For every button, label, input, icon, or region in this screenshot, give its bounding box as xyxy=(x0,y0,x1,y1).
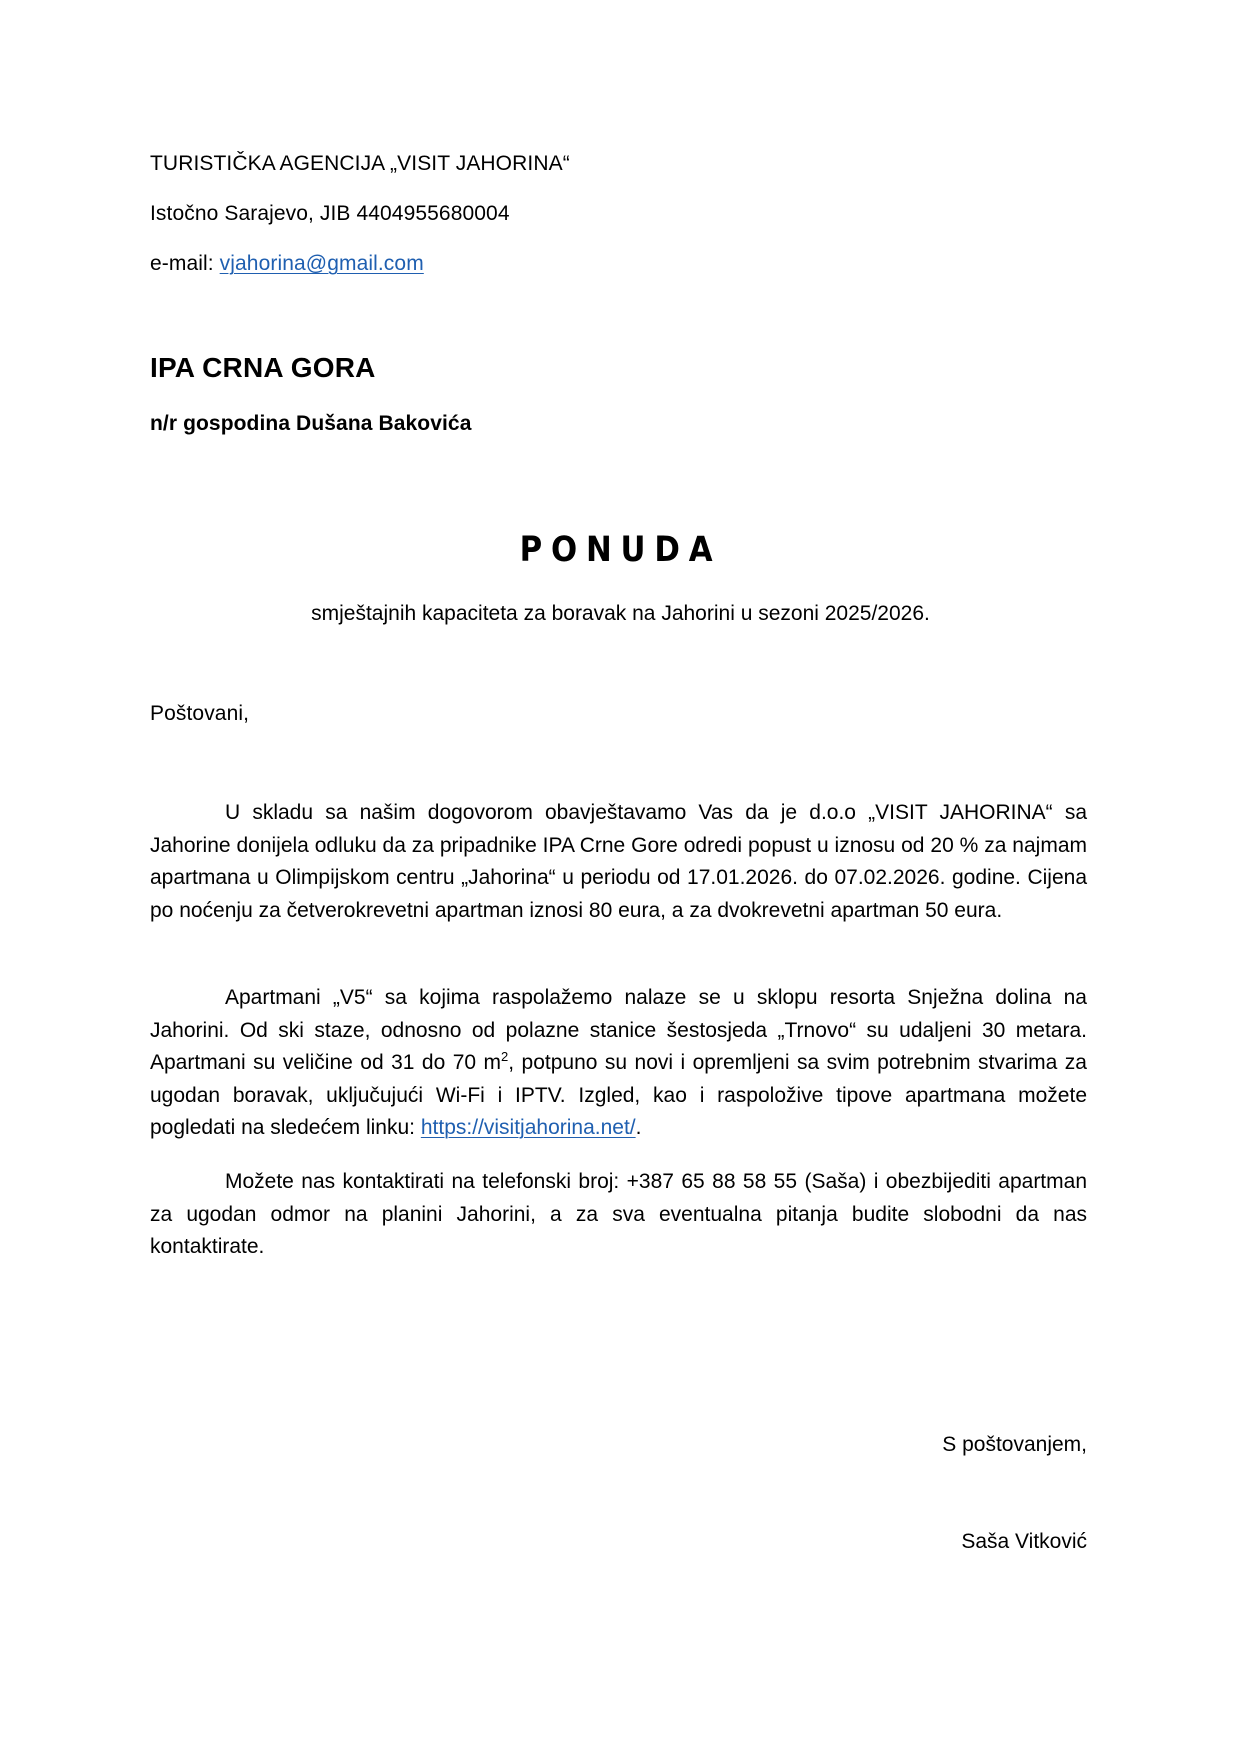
document-subtitle: smještajnih kapaciteta za boravak na Jahorini u sezoni 2025/2026. xyxy=(311,602,930,625)
apartments-text-1: Apartmani „V5“ sa kojima raspolažemo nalaze se u sklopu resorta Snježna dolina na Jahorini. Od ski staze, odnosno od polazne stanice šestosjeda „Trnovo“ su udaljeni 30 metara. Apartmani su veličine od 31 do 70 m xyxy=(150,986,1087,1074)
website-link[interactable]: https://visitjahorina.net/ xyxy=(420,1116,636,1139)
salutation: Poštovani, xyxy=(150,702,250,725)
paragraph-apartments xyxy=(150,982,1087,1145)
sender-email-line xyxy=(150,252,424,276)
valediction: S poštovanjem, xyxy=(942,1433,1087,1456)
document-title: PONUDA xyxy=(519,530,722,570)
paragraph-offer: U skladu sa našim dogovorom obavještavamo Vas da je d.o.o „VISIT JAHORINA“ sa Jahorine donijela odluku da za pripadnike IPA Crne Gore odredi popust u iznosu od 20 % za najmam apartmana u Olimpijskom centru „Jahorina“ u periodu od 17.01.2026. do 07.02.2026. godine. Cijena po noćenju za četverokrevetni apartman iznosi 80 eura, a za dvokrevetni apartman 50 eura. xyxy=(150,801,1087,922)
apartments-text-2: , potpuno su novi i opremljeni sa svim potrebnim stvarima za ugodan boravak, uključujući Wi-Fi i IPTV. Izgled, kao i raspoložive tipove apartmana možete pogledati na sledećem linku: xyxy=(150,1051,1087,1139)
email-label: e-mail: xyxy=(150,252,220,275)
apartments-text-end: . xyxy=(635,1116,642,1139)
recipient-attention: n/r gospodina Dušana Bakovića xyxy=(150,412,472,435)
paragraph-contact: Možete nas kontaktirati na telefonski broj: +387 65 88 58 55 (Saša) i obezbijediti apartman za ugodan odmor na planini Jahorini, a za sva eventualna pitanja budite slobodni da nas kontaktirate. xyxy=(150,1170,1087,1258)
signature: Saša Vitković xyxy=(961,1530,1087,1553)
sender-agency: TURISTIČKA AGENCIJA „VISIT JAHORINA“ xyxy=(150,152,570,175)
sender-address: Istočno Sarajevo, JIB 4404955680004 xyxy=(150,202,510,225)
superscript-2: 2 xyxy=(501,1049,509,1064)
email-link[interactable]: vjahorina@gmail.com xyxy=(219,252,424,275)
recipient-name: IPA CRNA GORA xyxy=(150,352,376,383)
